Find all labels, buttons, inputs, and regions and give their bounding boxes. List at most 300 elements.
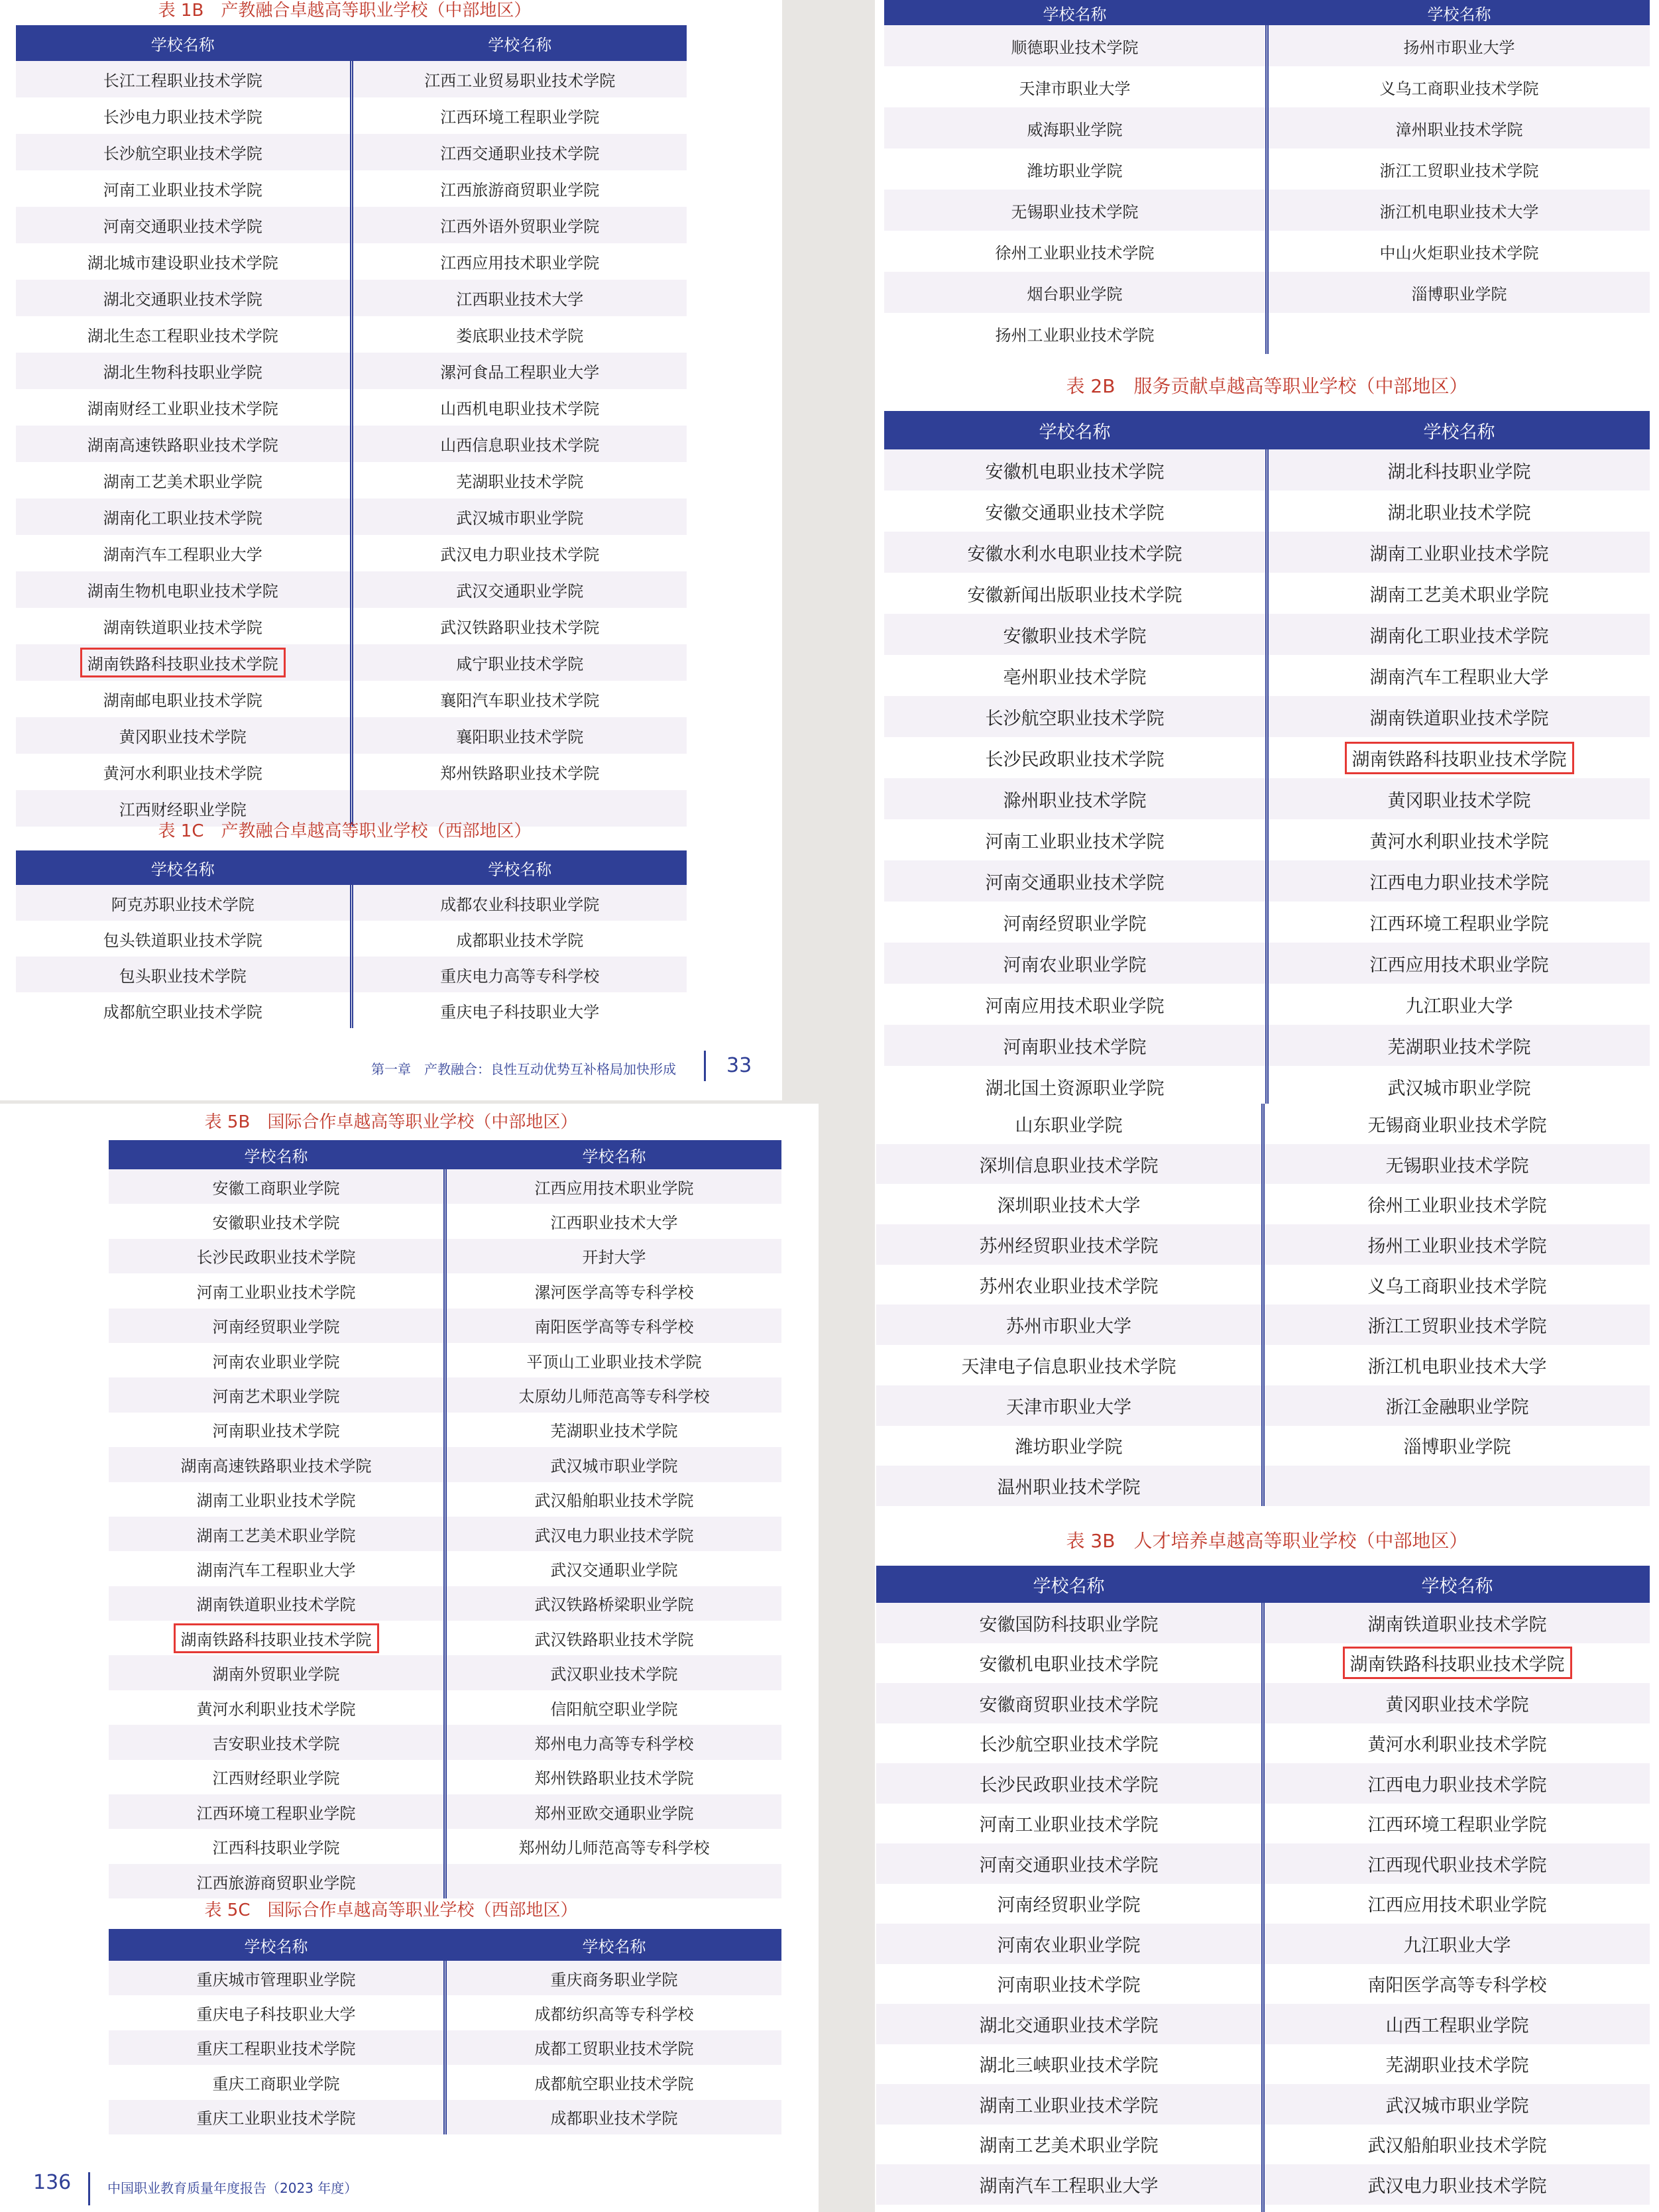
school-name-cell: [1267, 696, 1650, 737]
school-name-cell: [884, 313, 1267, 354]
school-name-cell: [445, 1725, 782, 1759]
column-header: 学校名称: [876, 1566, 1263, 1603]
table-row: [109, 2100, 781, 2134]
column-header: 学校名称: [109, 1929, 445, 1961]
school-name-cell: [445, 1794, 782, 1829]
school-name: 河南农业职业学院: [1003, 955, 1147, 976]
table-row: [16, 170, 687, 207]
school-name-cell: [109, 1343, 445, 1377]
school-name: 河南交通职业技术学院: [103, 217, 262, 236]
school-name: 江西应用技术职业学院: [534, 1179, 694, 1198]
table-row: [109, 1343, 781, 1377]
column-header: 学校名称: [16, 850, 351, 885]
school-name-cell: [876, 1964, 1263, 2005]
school-name: 义乌工商职业技术学院: [1379, 79, 1539, 98]
table-1c: [16, 850, 687, 1028]
school-name: 武汉城市职业学院: [456, 509, 584, 528]
school-name-cell: [1263, 1924, 1650, 1964]
school-name-cell: [351, 992, 687, 1028]
school-name-cell: [109, 1760, 445, 1794]
school-name: 河南应用技术职业学院: [985, 996, 1165, 1017]
school-name-cell: [351, 389, 687, 426]
school-name: 湖南工艺美术职业学院: [103, 473, 262, 491]
school-name: 湖南化工职业技术学院: [103, 509, 262, 528]
school-name: 徐州工业职业技术学院: [1367, 1196, 1547, 1217]
school-name-cell: [1263, 1385, 1650, 1426]
school-name: 武汉交通职业学院: [550, 1560, 678, 1580]
table-row: [109, 1377, 781, 1412]
school-name: 黄冈职业技术学院: [119, 728, 247, 746]
school-name-cell: [445, 1995, 782, 2030]
school-name-cell: [109, 2030, 445, 2065]
school-name-cell: [884, 449, 1267, 491]
table-row: [16, 717, 687, 754]
school-name: 安徽机电职业技术学院: [985, 461, 1165, 483]
school-name: 江西环境工程职业学院: [440, 108, 600, 127]
school-name-cell: [16, 280, 351, 316]
school-name: 成都职业技术学院: [550, 2109, 678, 2128]
table-row: [109, 1447, 781, 1482]
school-name: 河南交通职业技术学院: [979, 1855, 1159, 1876]
school-name-cell: [1267, 902, 1650, 943]
school-name: 成都工贸职业技术学院: [534, 2040, 694, 2059]
school-name: 江西电力职业技术学院: [1367, 1775, 1547, 1796]
school-name-cell: [1267, 655, 1650, 696]
school-name-cell: [109, 1725, 445, 1759]
school-name: 武汉交通职业学院: [456, 582, 584, 601]
school-name: 安徽职业技术学院: [1003, 626, 1147, 647]
school-name: 河南交通职业技术学院: [985, 872, 1165, 894]
school-name-cell: [445, 2030, 782, 2065]
school-name: 南阳医学高等专科学校: [1367, 1975, 1547, 1997]
table-1b: [16, 25, 687, 827]
school-name: 江西职业技术大学: [550, 1214, 678, 1233]
table-row: [884, 737, 1650, 778]
school-name-cell: [876, 1224, 1263, 1265]
table-row: [109, 1517, 781, 1551]
school-name: 湖南铁道职业技术学院: [196, 1596, 356, 1615]
school-name: 江西环境工程职业学院: [1367, 1815, 1547, 1836]
school-name-cell: [876, 1184, 1263, 1224]
school-name-cell: [109, 1690, 445, 1725]
school-name-cell: [16, 426, 351, 462]
school-name: 河南职业技术学院: [997, 1975, 1141, 1997]
school-name: 河南经贸职业学院: [212, 1318, 340, 1337]
school-name-cell: [16, 885, 351, 921]
school-name-cell: [351, 97, 687, 134]
school-name: 湖北职业技术学院: [1387, 502, 1531, 524]
school-name: 淄博职业学院: [1411, 284, 1507, 304]
school-name-cell: [109, 1273, 445, 1308]
school-name-cell: [351, 681, 687, 717]
table-row: [16, 97, 687, 134]
column-header: 学校名称: [351, 25, 687, 61]
school-name: 浙江机电职业技术大学: [1367, 1356, 1547, 1377]
school-name: 黄河水利职业技术学院: [103, 764, 262, 783]
school-name: 苏州农业职业技术学院: [979, 1276, 1159, 1297]
table-row: [884, 696, 1650, 737]
school-name-cell: [1267, 778, 1650, 819]
school-name-cell: [1263, 1345, 1650, 1385]
table-row: [109, 1829, 781, 1863]
school-name: 河南工业职业技术学院: [985, 831, 1165, 852]
school-name-cell: [884, 860, 1267, 902]
school-name-cell: [1263, 2004, 1650, 2044]
table-row: [884, 25, 1650, 66]
school-name: 江西环境工程职业学院: [1369, 913, 1549, 935]
school-name-cell: [884, 66, 1267, 107]
table-5c-title: 表 5C 国际合作卓越高等职业学校（西部地区）: [204, 1900, 578, 1920]
table-5c: [109, 1929, 781, 2134]
school-name-cell: [351, 353, 687, 389]
school-name: 重庆城市管理职业学院: [196, 1970, 356, 1989]
school-name: 湖南工业职业技术学院: [1369, 544, 1549, 565]
school-name: 湖南高速铁路职业技术学院: [87, 436, 278, 455]
school-name: 漯河食品工程职业大学: [440, 363, 600, 382]
school-name-cell: [109, 2065, 445, 2099]
school-name-cell: [884, 1066, 1267, 1104]
table-row: [884, 860, 1650, 902]
table-row: [109, 1690, 781, 1725]
school-name: 重庆电子科技职业大学: [196, 2005, 356, 2024]
school-name: 滁州职业技术学院: [1003, 790, 1147, 811]
school-name-cell: [109, 1995, 445, 2030]
school-name: 湖北三峡职业技术学院: [979, 2056, 1159, 2077]
table-row: [109, 1551, 781, 1586]
school-name-cell: [109, 1447, 445, 1482]
school-name-cell: [1267, 272, 1650, 313]
school-name: 芜湖职业技术学院: [1387, 1037, 1531, 1058]
school-name-cell: [884, 737, 1267, 778]
school-name: 湖南汽车工程职业大学: [103, 546, 262, 564]
school-name-cell: [1263, 1723, 1650, 1764]
school-name: 湖北交通职业技术学院: [979, 2015, 1159, 2036]
school-name: 漯河医学高等专科学校: [534, 1283, 694, 1302]
school-name-cell: [884, 272, 1267, 313]
school-name-cell: [445, 2065, 782, 2099]
school-name: 武汉电力职业技术学院: [1367, 2176, 1547, 2197]
table-header-row: [884, 0, 1650, 25]
school-name: 南阳医学高等专科学校: [534, 1318, 694, 1337]
school-name-cell: [1267, 148, 1650, 190]
table-header-row: [109, 1140, 781, 1169]
school-name-cell: [16, 134, 351, 170]
school-name-cell: [1267, 984, 1650, 1025]
school-name-cell: [109, 1169, 445, 1204]
school-name-cell: [351, 571, 687, 608]
school-name-cell: [1263, 1643, 1650, 1684]
school-name-cell: [109, 1309, 445, 1343]
table-row: [109, 1482, 781, 1517]
table-row: [876, 1964, 1650, 2005]
school-name-cell: [351, 134, 687, 170]
school-name-cell: [351, 957, 687, 992]
school-name: 武汉职业技术学院: [550, 1665, 678, 1684]
school-name: 天津电子信息职业技术学院: [961, 1356, 1176, 1377]
school-name-cell: [884, 573, 1267, 614]
school-name: 襄阳职业技术学院: [456, 728, 584, 746]
table-row: [876, 1603, 1650, 1643]
table-1b-title: 表 1B 产教融合卓越高等职业学校（中部地区）: [158, 1, 532, 21]
table-row: [109, 1169, 781, 1204]
school-name-cell: [16, 992, 351, 1028]
school-name: 安徽职业技术学院: [212, 1214, 340, 1233]
school-name-cell: [351, 535, 687, 571]
table-row: [876, 1184, 1650, 1224]
school-name: 武汉城市职业学院: [1387, 1078, 1531, 1099]
school-name: 无锡商业职业技术学院: [1367, 1115, 1547, 1136]
table-top-right: [884, 0, 1650, 354]
school-name: 湖南高速铁路职业技术学院: [180, 1456, 372, 1476]
school-name-cell: [445, 1413, 782, 1447]
school-name: 浙江金融职业学院: [1385, 1397, 1529, 1418]
footer-divider: [88, 2172, 90, 2205]
school-name-cell: [16, 644, 351, 681]
table-row: [884, 1066, 1650, 1104]
school-name-cell: [445, 1517, 782, 1551]
school-name: 长江工程职业技术学院: [103, 72, 262, 90]
school-name-cell: [1263, 1466, 1650, 1506]
school-name-cell: [1267, 737, 1650, 778]
school-name-cell: [884, 148, 1267, 190]
school-name: 扬州工业职业技术学院: [995, 325, 1155, 345]
school-name-cell: [109, 1655, 445, 1690]
school-name: 湖南汽车工程职业大学: [1369, 667, 1549, 688]
school-name-cell: [1263, 1843, 1650, 1884]
school-name-cell: [1267, 491, 1650, 532]
school-name-cell: [109, 1829, 445, 1863]
table-row: [876, 1265, 1650, 1305]
school-name: 长沙民政职业技术学院: [985, 749, 1165, 770]
school-name-cell: [1267, 66, 1650, 107]
school-name-cell: [16, 921, 351, 957]
school-name: 江西现代职业技术学院: [1367, 1855, 1547, 1876]
school-name-cell: [1267, 313, 1650, 354]
school-name: 江西职业技术大学: [456, 290, 584, 309]
school-name-cell: [876, 1763, 1263, 1804]
school-name: 江西环境工程职业学院: [196, 1804, 356, 1823]
school-name-cell: [445, 1961, 782, 1995]
school-name: 信阳航空职业学院: [550, 1700, 678, 1719]
table-row: [884, 491, 1650, 532]
school-name: 武汉船舶职业技术学院: [1367, 2136, 1547, 2157]
school-name-cell: [876, 1924, 1263, 1964]
school-name: 漳州职业技术学院: [1395, 120, 1523, 139]
school-name: 河南艺术职业学院: [212, 1387, 340, 1407]
school-name-cell: [1263, 1763, 1650, 1804]
school-name: 九江职业大学: [1403, 1935, 1511, 1956]
table-row: [876, 1224, 1650, 1265]
school-name-cell: [1263, 1964, 1650, 2005]
school-name: 湖南汽车工程职业大学: [196, 1560, 356, 1580]
table-row: [109, 2065, 781, 2099]
school-name: 包头铁道职业技术学院: [103, 931, 262, 950]
school-name-cell: [876, 1723, 1263, 1764]
school-name-cell: [876, 1305, 1263, 1345]
school-name: 长沙航空职业技术学院: [979, 1735, 1159, 1756]
school-name: 山东职业学院: [1015, 1115, 1123, 1136]
table-row: [876, 2205, 1650, 2212]
school-name: 湖南铁道职业技术学院: [103, 618, 262, 637]
school-name: 郑州电力高等专科学校: [534, 1734, 694, 1753]
table-row: [884, 532, 1650, 573]
school-name: 湖南工业职业技术学院: [979, 2095, 1159, 2117]
table-row: [16, 316, 687, 353]
school-name: 太原幼儿师范高等专科学校: [518, 1387, 710, 1407]
school-name-cell: [876, 1804, 1263, 1844]
school-name-cell: [351, 462, 687, 498]
school-name-cell: [884, 819, 1267, 860]
school-name: 安徽交通职业技术学院: [985, 502, 1165, 524]
table-row: [884, 66, 1650, 107]
table-row: [109, 1864, 781, 1898]
school-name: 娄底职业技术学院: [456, 327, 584, 345]
school-name-cell: [16, 389, 351, 426]
school-name-cell: [1263, 1144, 1650, 1185]
school-name-cell: [351, 426, 687, 462]
school-name-cell: [109, 1377, 445, 1412]
school-name-cell: [16, 957, 351, 992]
school-name-cell: [109, 1961, 445, 1995]
table-header-row: [876, 1566, 1650, 1603]
school-name-cell: [1263, 2084, 1650, 2125]
school-name: 江西电力职业技术学院: [1369, 872, 1549, 894]
school-name: 天津市职业大学: [1006, 1397, 1131, 1418]
school-name: 重庆工程职业技术学院: [196, 2040, 356, 2059]
school-name-cell: [884, 190, 1267, 231]
school-name: 潍坊职业学院: [1015, 1437, 1123, 1458]
column-header: 学校名称: [884, 0, 1267, 25]
school-name-cell: [1267, 231, 1650, 272]
school-name-cell: [109, 1482, 445, 1517]
table-row: [876, 1104, 1650, 1144]
table-row: [109, 1309, 781, 1343]
school-name: 湖南财经工业职业技术学院: [87, 400, 278, 418]
school-name-cell: [1267, 449, 1650, 491]
school-name: 长沙民政职业技术学院: [979, 1775, 1159, 1796]
table-row: [876, 2044, 1650, 2085]
highlighted-school-name: 湖南铁路科技职业技术学院: [174, 1623, 379, 1653]
school-name: 湖南化工职业技术学院: [1369, 626, 1549, 647]
school-name: 黄河水利职业技术学院: [1369, 831, 1549, 852]
school-name: 成都航空职业技术学院: [103, 1002, 262, 1021]
school-name-cell: [884, 943, 1267, 984]
school-name-cell: [884, 25, 1267, 66]
school-name-cell: [445, 1377, 782, 1412]
school-name: 江西应用技术职业学院: [1369, 955, 1549, 976]
school-name-cell: [351, 608, 687, 644]
school-name-cell: [1267, 819, 1650, 860]
school-name: 平顶山工业职业技术学院: [526, 1352, 702, 1371]
table-row: [16, 885, 687, 921]
school-name-cell: [1263, 1305, 1650, 1345]
school-name-cell: [16, 243, 351, 280]
table-row: [16, 992, 687, 1028]
school-name-cell: [1263, 1265, 1650, 1305]
school-name: 重庆工业职业技术学院: [196, 2109, 356, 2128]
school-name-cell: [445, 1169, 782, 1204]
school-name-cell: [876, 2125, 1263, 2165]
school-name-cell: [16, 608, 351, 644]
school-name: 河南工业职业技术学院: [103, 181, 262, 200]
school-name: 顺德职业技术学院: [1011, 38, 1139, 57]
school-name: 武汉铁路桥梁职业学院: [534, 1596, 694, 1615]
table-header-row: [109, 1929, 781, 1961]
school-name-cell: [16, 462, 351, 498]
table-row: [876, 1643, 1650, 1684]
school-name: 淄博职业学院: [1403, 1437, 1511, 1458]
school-name-cell: [876, 1843, 1263, 1884]
bottom-right-panel: [875, 1104, 1659, 2212]
school-name: 湖南铁道职业技术学院: [1367, 1614, 1547, 1635]
school-name-cell: [445, 1239, 782, 1273]
school-name-cell: [884, 696, 1267, 737]
school-name: 江西财经职业学院: [119, 801, 247, 819]
school-name: 成都职业技术学院: [456, 931, 584, 950]
table-row: [876, 1144, 1650, 1185]
school-name-cell: [16, 207, 351, 243]
school-name: 苏州市职业大学: [1006, 1316, 1131, 1338]
school-name-cell: [876, 2084, 1263, 2125]
school-name-cell: [445, 1343, 782, 1377]
table-row: [16, 535, 687, 571]
school-name-cell: [884, 655, 1267, 696]
chapter-footer: 第一章 产教融合：良性互动优势互补格局加快形成: [371, 1061, 676, 1077]
school-name: 湖南邮电职业技术学院: [103, 691, 262, 710]
table-bottom-right: [876, 1104, 1650, 1506]
school-name: 湖北生物科技职业学院: [103, 363, 262, 382]
table-row: [876, 1884, 1650, 1924]
school-name: 黄冈职业技术学院: [1385, 1694, 1529, 1716]
school-name: 郑州幼儿师范高等专科学校: [518, 1839, 710, 1858]
school-name: 潍坊职业学院: [1027, 161, 1123, 180]
table-row: [109, 1655, 781, 1690]
school-name: 开封大学: [582, 1248, 646, 1267]
page-number: 136: [33, 2171, 72, 2194]
school-name: 湖北交通职业技术学院: [103, 290, 262, 309]
table-row: [109, 1760, 781, 1794]
school-name-cell: [109, 1204, 445, 1238]
table-row: [16, 243, 687, 280]
school-name: 浙江工贸职业技术学院: [1379, 161, 1539, 180]
table-row: [876, 2125, 1650, 2165]
table-row: [16, 462, 687, 498]
school-name-cell: [1267, 573, 1650, 614]
table-row: [16, 389, 687, 426]
school-name-cell: [876, 1884, 1263, 1924]
school-name-cell: [16, 170, 351, 207]
school-name: 襄阳汽车职业技术学院: [440, 691, 600, 710]
school-name: 湖南工业职业技术学院: [196, 1491, 356, 1511]
school-name: 重庆商务职业学院: [550, 1970, 678, 1989]
school-name: 深圳信息职业技术学院: [979, 1155, 1159, 1177]
table-header-row: [16, 25, 687, 61]
table-3b: [876, 1566, 1650, 2212]
school-name: 河南工业职业技术学院: [196, 1283, 356, 1302]
highlighted-school-name: 湖南铁路科技职业技术学院: [1345, 742, 1574, 774]
school-name: 吉安职业技术学院: [212, 1734, 340, 1753]
school-name-cell: [445, 1309, 782, 1343]
school-name-cell: [876, 1385, 1263, 1426]
page-136-panel: [0, 1104, 819, 2212]
table-row: [876, 1804, 1650, 1844]
school-name-cell: [445, 1690, 782, 1725]
school-name: 无锡职业技术学院: [1385, 1155, 1529, 1177]
school-name: 浙江机电职业技术大学: [1379, 202, 1539, 221]
school-name: 长沙民政职业技术学院: [196, 1248, 356, 1267]
school-name: 长沙电力职业技术学院: [103, 108, 262, 127]
school-name-cell: [16, 498, 351, 535]
